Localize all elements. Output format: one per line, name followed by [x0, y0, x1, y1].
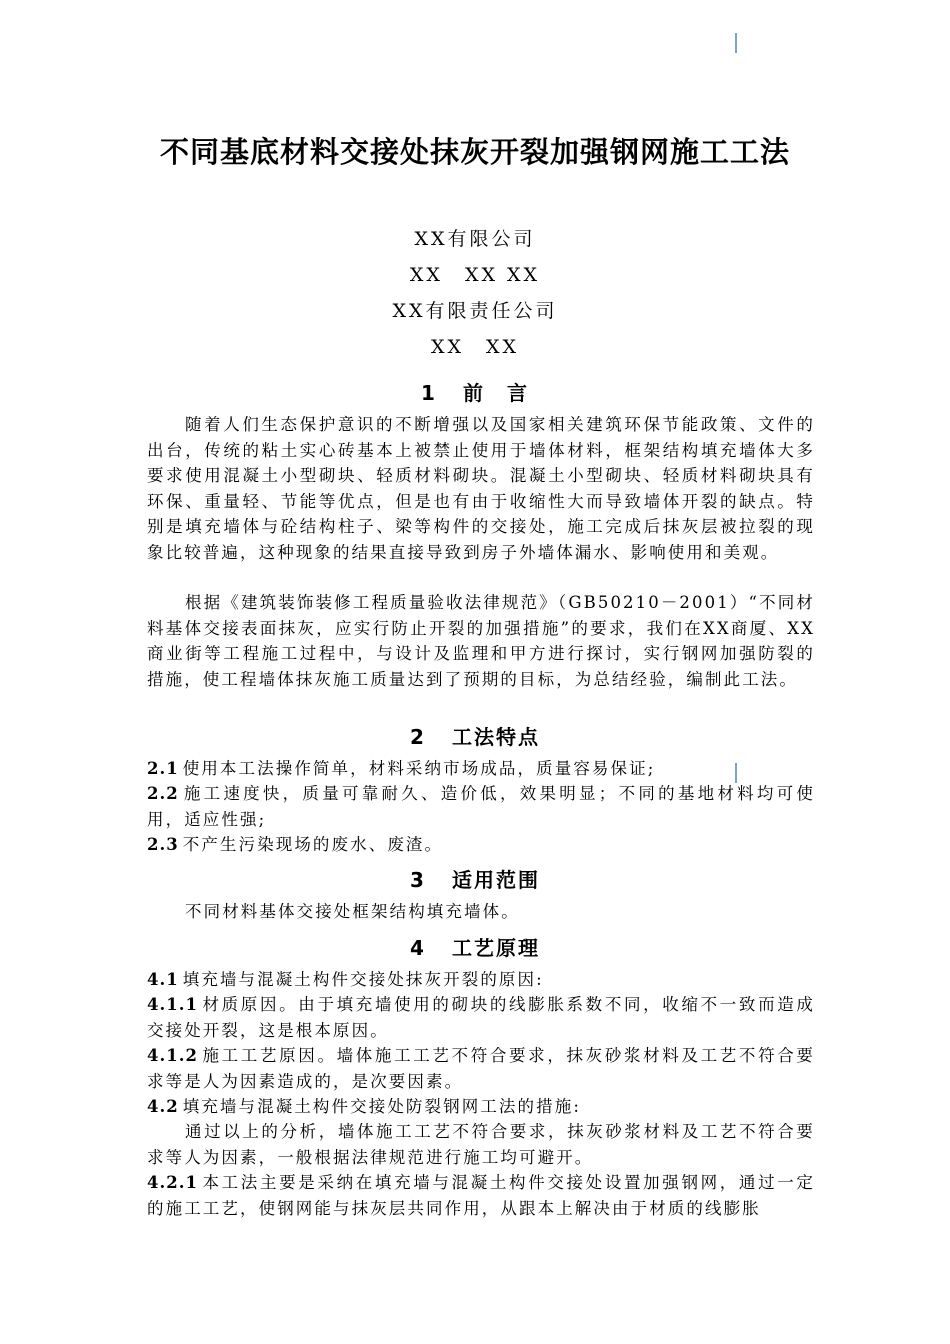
list-item: 2.2 施工速度快，质量可靠耐久、造价低，效果明显；不同的基地材料均可使用，适应性强; — [147, 784, 815, 829]
section-number: 2 — [410, 725, 426, 749]
list-item: 2.1 使用本工法操作简单，材料采纳市场成品，质量容易保证; — [147, 759, 656, 778]
section-1-heading — [0, 377, 950, 406]
paragraph: 随着人们生态保护意识的不断增强以及国家相关建筑环保节能政策、文件的出台，传统的粘土实心砖基本上被禁止使用于墙体材料，框架结构填充墙体大多要求使用混凝土小型砌块、轻质材料砌块。混凝土小型砌块、轻质材料砌块具有环保、重量轻、节能等优点，但是也有由于收缩性大而导致墙体开裂的缺点。特别是填充墙体与砼结构柱子、梁等构件的交接处，施工完成后抹灰层被拉裂的现象比较普遍，这种现象的结果直接导致到房子外墙体漏水、影响使用和美观。 — [147, 415, 815, 562]
section-3-heading — [0, 864, 950, 893]
section-2-heading — [0, 721, 950, 750]
author-names-1: XX XX XX — [409, 264, 541, 286]
document-title: 不同基底材料交接处抹灰开裂加强钢网施工工法 — [159, 135, 790, 169]
list-item: 2.3 不产生污染现场的废水、废渣。 — [147, 835, 444, 854]
paragraph: 根据《建筑装饰装修工程质量验收法律规范》（GB50210－2001）“不同材料基体交接表面抹灰，应实行防止开裂的加强措施”的要求，我们在XX商厦、XX商业街等工程施工过程中，与设计及监理和甲方进行探讨，实行钢网加强防裂的措施，使工程墙体抹灰施工质量达到了预期的目标，为总结经验，编制此工法。 — [147, 593, 815, 689]
paragraph: 不同材料基体交接处框架结构填充墙体。 — [185, 902, 520, 921]
paragraph: 通过以上的分析，墙体施工工艺不符合要求，抹灰砂浆材料及工艺不符合要求等人为因素，一般根据法律规范进行施工均可避开。 — [147, 1122, 815, 1167]
author-names-2: XX XX — [430, 336, 520, 358]
author-company-1: XX有限公司 — [414, 228, 536, 250]
section-title: 适用范围 — [451, 868, 540, 892]
section-title: 工法特点 — [451, 725, 540, 749]
text-cursor-marker — [735, 33, 737, 53]
list-item: 4.1 填充墙与混凝土构件交接处抹灰开裂的原因: — [147, 970, 544, 989]
list-item: 4.2.1 本工法主要是采纳在填充墙与混凝土构件交接处设置加强钢网，通过一定的施工工艺，使钢网能与抹灰层共同作用，从跟本上解决由于材质的线膨胀 — [147, 1173, 815, 1218]
section-number: 1 — [421, 381, 437, 405]
list-item: 4.2 填充墙与混凝土构件交接处防裂钢网工法的措施: — [147, 1097, 581, 1116]
list-item: 4.1.2 施工工艺原因。墙体施工工艺不符合要求，抹灰砂浆材料及工艺不符合要求等是人为因素造成的，是次要因素。 — [147, 1046, 815, 1091]
author-company-2: XX有限责任公司 — [392, 300, 558, 322]
section-title: 前 言 — [462, 381, 529, 405]
section-number: 3 — [410, 868, 426, 892]
list-item: 4.1.1 材质原因。由于填充墙使用的砌块的线膨胀系数不同，收缩不一致而造成交接处开裂，这是根本原因。 — [147, 995, 815, 1040]
section-title: 工艺原理 — [451, 936, 540, 960]
section-4-heading — [0, 932, 950, 961]
section-number: 4 — [410, 936, 426, 960]
